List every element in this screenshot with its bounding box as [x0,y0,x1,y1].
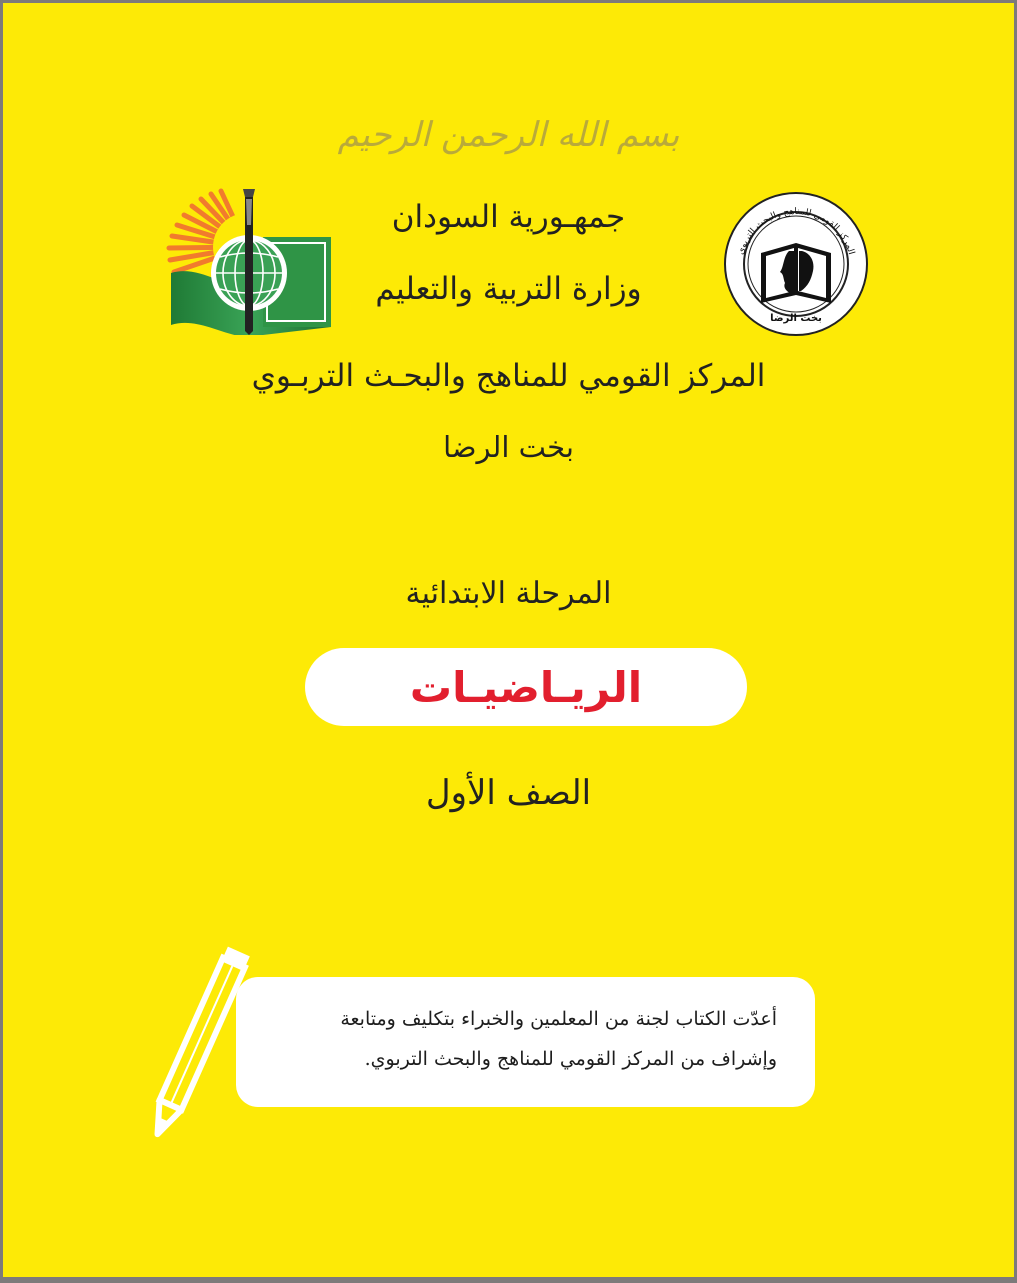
republic-title: جمهـورية السودان [391,199,626,235]
subject-title: الريـاضيـات [409,662,643,712]
ministry-title: وزارة التربية والتعليم [375,271,642,307]
note-line-2: وإشراف من المركز القومي للمناهج والبحث التربوي. [364,1048,777,1070]
grade-title: الصف الأول [425,773,592,813]
city-title: بخت الرضا [443,430,574,464]
seal-ring-text: المركز القومي للمناهج والبحث التربوي [736,206,856,256]
stage-title: المرحلة الابتدائية [405,576,612,611]
basmala-text: بسم الله الرحمن الرحيم [337,115,680,155]
center-name-title: المركز القومي للمناهج والبحـث التربـوي [251,358,766,394]
book-cover [3,3,1014,1277]
subject-banner [305,648,747,726]
preparation-note [236,977,815,1107]
seal-bottom-text: بخت الرضا [770,313,822,324]
note-line-1: أعدّت الكتاب لجنة من المعلمين والخبراء بتكليف ومتابعة [340,1008,777,1030]
